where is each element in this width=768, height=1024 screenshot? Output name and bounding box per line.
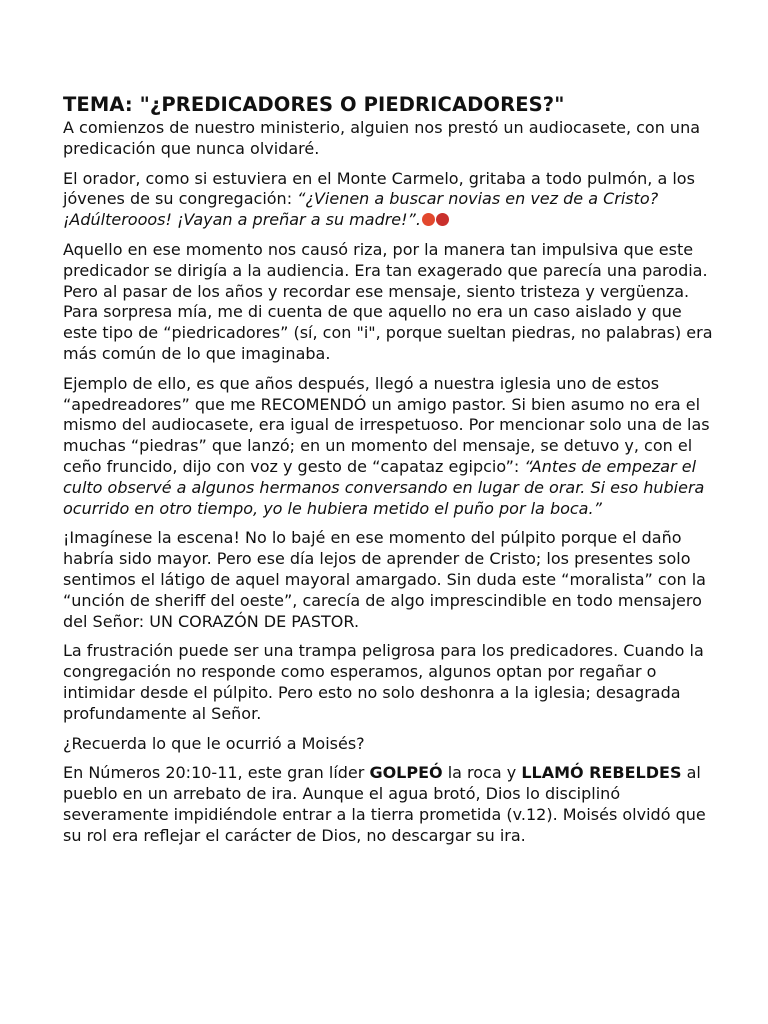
moses-bold-golpeo: GOLPEÓ xyxy=(369,763,443,783)
paragraph-orator xyxy=(63,169,713,231)
moses-bold-rebeldes: LLAMÓ REBELDES xyxy=(521,763,682,783)
moses-text-e: al pueblo en un arrebato de ira. Aunque el agua brotó, Dios lo disciplinó severamente impidiéndole entrar a la tierra prometida (v.12). Moisés olvidó que su rol era reflejar el carácter de Dios, no descargar su ira. xyxy=(63,763,706,845)
paragraph-example-text: Ejemplo de ello, es que años después, llegó a nuestra iglesia uno de estos “apedreadores” que me RECOMENDÓ un amigo pastor. Si bien asumo no era el mismo del audiocasete, era igual de irrespetuoso. Por mencionar solo una de las muchas “piedras” que lanzó; en un momento del mensaje, se detuvo y, con el ceño fruncido, dijo con voz y gesto de “capataz egipcio”: xyxy=(63,373,710,476)
paragraph-moses xyxy=(63,763,713,846)
moses-text-c: la roca y xyxy=(442,763,522,783)
paragraph-orator-text: El orador, como si estuviera en el Monte Carmelo, gritaba a todo pulmón, a los jóvenes de su congregación: xyxy=(63,168,695,209)
paragraph-example xyxy=(63,374,713,520)
angry-face-icon xyxy=(422,213,435,226)
document-page xyxy=(63,92,713,856)
orator-quote: “¿Vienen a buscar novias en vez de a Cristo? ¡Adúlterooos! ¡Vayan a preñar a su madre!”. xyxy=(63,189,659,230)
paragraph-intro: A comienzos de nuestro ministerio, alguien nos prestó un audiocasete, con una predicación que nunca olvidaré. xyxy=(63,118,701,158)
moses-text-a: En Números 20:10-11, este gran líder xyxy=(63,763,370,783)
paragraph-scene: ¡Imagínese la escena! No lo bajé en ese momento del púlpito porque el daño habría sido mayor. Pero ese día lejos de aprender de Cristo; los presentes solo sentimos el látigo de aquel mayoral amargado. Sin duda este “moralista” con la “unción de sheriff del oeste”, carecía de algo imprescindible en todo mensajero del Señor: UN CORAZÓN DE PASTOR. xyxy=(63,528,706,631)
paragraph-question: ¿Recuerda lo que le ocurrió a Moisés? xyxy=(63,733,365,753)
cursing-face-icon xyxy=(436,213,449,226)
paragraph-reflection: Aquello en ese momento nos causó riza, por la manera tan impulsiva que este predicador se dirigía a la audiencia. Era tan exagerado que parecía una parodia. Pero al pasar de los años y recordar ese mensaje, siento tristeza y vergüenza. Para sorpresa mía, me di cuenta de que aquello no era un caso aislado y que este tipo de “piedricadores” (sí, con "i", porque sueltan piedras, no palabras) era más común de lo que imaginaba. xyxy=(63,239,713,363)
paragraph-frustration: La frustración puede ser una trampa peligrosa para los predicadores. Cuando la congregación no responde como esperamos, algunos optan por regañar o intimidar desde el púlpito. Pero esto no solo deshonra a la iglesia; desagrada profundamente al Señor. xyxy=(63,641,704,723)
document-title: TEMA: "¿PREDICADORES O PIEDRICADORES?" xyxy=(63,93,565,116)
example-quote: “Antes de empezar el culto observé a algunos hermanos conversando en lugar de orar. Si eso hubiera ocurrido en otro tiempo, yo le hubiera metido el puño por la boca.” xyxy=(63,456,705,518)
